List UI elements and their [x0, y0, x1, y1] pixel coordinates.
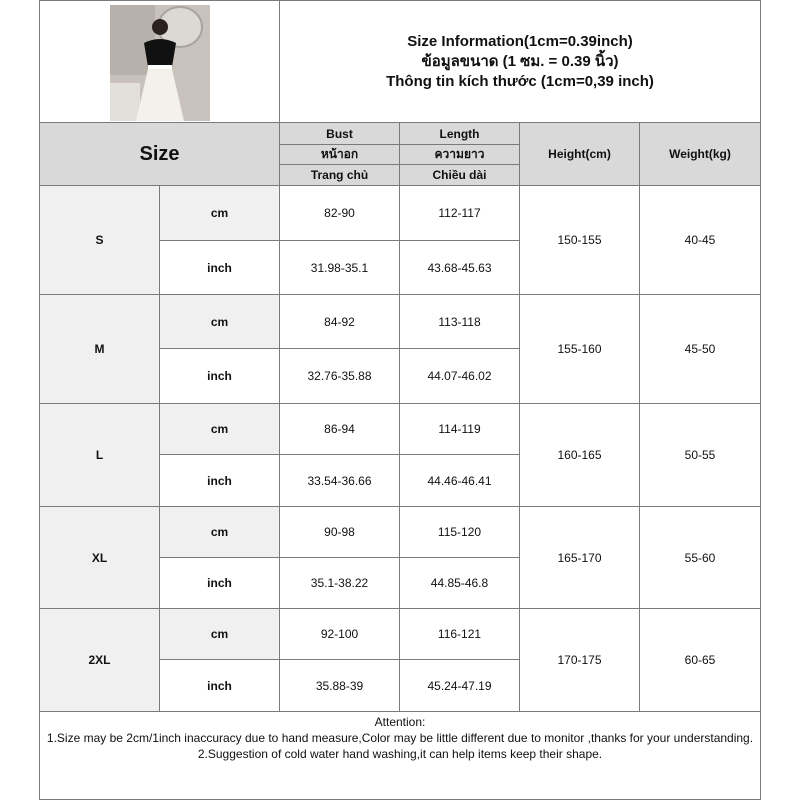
height-cell	[519, 403, 640, 507]
length-label-th: ความยาว	[400, 144, 519, 164]
weight-value: 60-65	[684, 653, 716, 667]
height-cell	[519, 506, 640, 609]
bust-value: 84-92	[324, 314, 355, 329]
unit-cell-cm	[159, 185, 280, 241]
bust-label-th: หน้าอก	[280, 144, 399, 164]
weight-header	[639, 122, 761, 186]
unit-label: inch	[207, 678, 232, 693]
size-chart	[39, 0, 761, 800]
unit-label: inch	[207, 473, 232, 488]
height-cell	[519, 294, 640, 404]
bust-value: 35.1-38.22	[310, 576, 369, 590]
length-cm-cell	[399, 608, 520, 660]
unit-label: inch	[207, 260, 232, 275]
bust-cm-cell	[279, 608, 400, 660]
size-cell-xl	[39, 506, 160, 609]
weight-value: 50-55	[684, 448, 716, 462]
weight-cell	[639, 403, 761, 507]
bust-inch-cell	[279, 557, 400, 609]
length-header	[399, 122, 520, 186]
unit-label: cm	[210, 627, 229, 641]
bust-cm-cell	[279, 506, 400, 558]
bust-value: 32.76-35.88	[307, 369, 372, 383]
length-cm-cell	[399, 185, 520, 241]
weight-value: 55-60	[684, 550, 716, 565]
height-value: 150-155	[557, 233, 602, 247]
bust-value: 35.88-39	[315, 678, 364, 693]
length-cm-cell	[399, 506, 520, 558]
size-cell-l	[39, 403, 160, 507]
length-value: 112-117	[438, 206, 481, 220]
bust-inch-cell	[279, 454, 400, 507]
length-value: 43.68-45.63	[427, 260, 492, 275]
title-line-vi: Thông tin kích thước (1cm=0,39 inch)	[386, 72, 654, 90]
unit-label: cm	[210, 525, 229, 539]
length-label-vi: Chiều dài	[400, 164, 519, 184]
size-info-title	[279, 0, 761, 123]
weight-cell	[639, 294, 761, 404]
length-value: 114-119	[438, 422, 481, 436]
length-value: 116-121	[437, 627, 482, 641]
height-value: 165-170	[557, 550, 602, 565]
product-photo	[110, 5, 210, 121]
unit-cell-cm	[159, 403, 280, 455]
height-value: 170-175	[557, 653, 602, 667]
size-header	[39, 122, 280, 186]
bust-inch-cell	[279, 659, 400, 712]
unit-label: cm	[210, 314, 229, 329]
unit-cell-inch	[159, 557, 280, 609]
model-image	[110, 5, 210, 121]
bust-inch-cell	[279, 348, 400, 404]
length-value: 45.24-47.19	[427, 678, 492, 693]
unit-label: inch	[207, 576, 232, 590]
unit-label: cm	[210, 422, 229, 436]
unit-label: inch	[207, 369, 232, 383]
bust-label-en: Bust	[326, 127, 353, 141]
length-value: 113-118	[438, 314, 481, 329]
height-value: 155-160	[557, 342, 602, 356]
bust-cm-cell	[279, 294, 400, 349]
bust-header	[279, 122, 400, 186]
length-value: 115-120	[437, 525, 482, 539]
weight-header-label: Weight(kg)	[669, 147, 731, 161]
size-cell-2xl	[39, 608, 160, 712]
unit-cell-cm	[159, 294, 280, 349]
weight-value: 45-50	[684, 342, 716, 356]
size-label: S	[95, 233, 104, 247]
attention-notes	[39, 711, 761, 800]
bust-value: 92-100	[320, 627, 359, 641]
attention-line-1: 1.Size may be 2cm/1inch inaccuracy due to hand measure,Color may be little different due to monitor ,thanks for your understanding.	[46, 731, 754, 745]
attention-heading: Attention:	[374, 715, 426, 729]
length-inch-cell	[399, 240, 520, 295]
unit-cell-inch	[159, 348, 280, 404]
length-cm-cell	[399, 403, 520, 455]
height-cell	[519, 608, 640, 712]
length-value: 44.07-46.02	[427, 369, 492, 383]
height-header	[519, 122, 640, 186]
unit-cell-cm	[159, 506, 280, 558]
size-cell-m	[39, 294, 160, 404]
title-line-en: Size Information(1cm=0.39inch)	[407, 32, 633, 50]
title-line-th: ข้อมูลขนาด (1 ซม. = 0.39 นิ้ว)	[421, 52, 619, 70]
height-cell	[519, 185, 640, 295]
size-cell-s	[39, 185, 160, 295]
bust-cm-cell	[279, 185, 400, 241]
length-value: 44.85-46.8	[430, 576, 489, 590]
unit-cell-inch	[159, 240, 280, 295]
bust-label-vi: Trang chủ	[280, 164, 399, 184]
length-inch-cell	[399, 454, 520, 507]
height-header-label: Height(cm)	[548, 147, 611, 161]
bust-value: 33.54-36.66	[307, 473, 372, 488]
unit-cell-cm	[159, 608, 280, 660]
bust-value: 82-90	[324, 206, 355, 220]
photo-cell	[39, 0, 280, 123]
unit-cell-inch	[159, 454, 280, 507]
bust-value: 90-98	[324, 525, 355, 539]
height-value: 160-165	[557, 448, 602, 462]
length-label-en: Length	[439, 127, 480, 141]
size-header-label: Size	[139, 142, 180, 165]
unit-label: cm	[210, 206, 229, 220]
size-label: 2XL	[88, 653, 111, 667]
size-label: XL	[91, 550, 108, 565]
bust-cm-cell	[279, 403, 400, 455]
length-inch-cell	[399, 348, 520, 404]
weight-cell	[639, 185, 761, 295]
unit-cell-inch	[159, 659, 280, 712]
size-label: L	[95, 448, 104, 462]
weight-cell	[639, 506, 761, 609]
length-inch-cell	[399, 557, 520, 609]
attention-line-2: 2.Suggestion of cold water hand washing,it can help items keep their shape.	[197, 747, 603, 761]
weight-cell	[639, 608, 761, 712]
length-cm-cell	[399, 294, 520, 349]
length-value: 44.46-46.41	[427, 473, 492, 488]
bust-value: 86-94	[324, 422, 355, 436]
bust-value: 31.98-35.1	[310, 260, 369, 275]
size-label: M	[94, 342, 105, 356]
weight-value: 40-45	[684, 233, 716, 247]
length-inch-cell	[399, 659, 520, 712]
bust-inch-cell	[279, 240, 400, 295]
